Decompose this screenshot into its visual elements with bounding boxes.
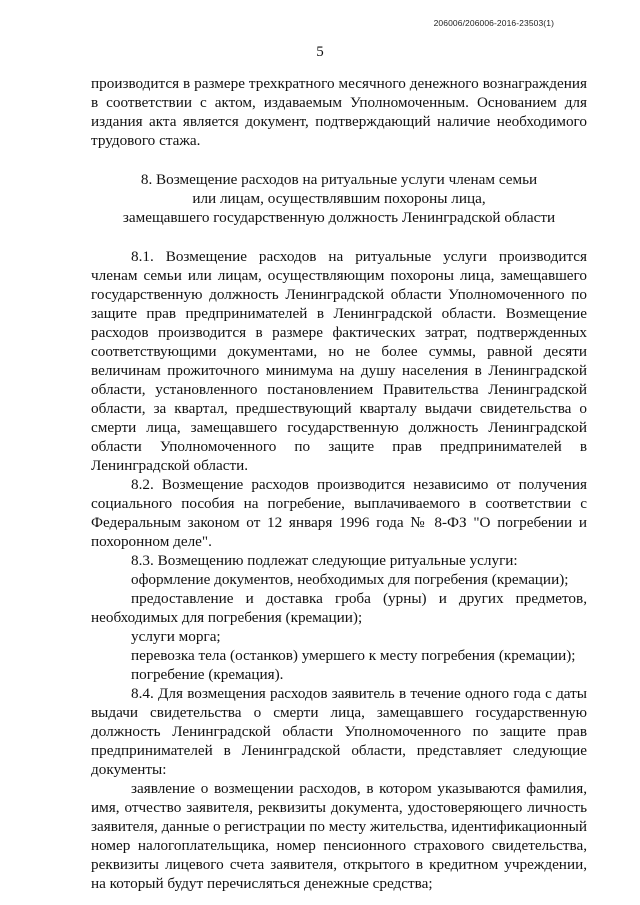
paragraph-8-3: 8.3. Возмещению подлежат следующие ритуальные услуги:	[131, 552, 518, 569]
paragraph-8-1: 8.1. Возмещение расходов на ритуальные услуги производится членам семьи или лицам, осуществляющим похороны лица, замещавшего государственную должность Ленинградской области Уполномоченного по защите прав предпринимателей в Ленинградской области. Возмещение расходов производится в размере фактических затрат, подтвержденных соответствующими документами, но не более суммы, равной десяти величинам прожиточного минимума на душу населения в Ленинградской области, установленного постановлением Правительства Ленинградской области, за квартал, предшествующий кварталу выдачи свидетельства о смерти лица, замещавшего государственную должность Ленинградской области Уполномоченного по защите прав предпринимателей в Ленинградской области.	[91, 248, 587, 474]
intro-paragraph: производится в размере трехкратного месячного денежного вознаграждения в соответствии с актом, издаваемым Уполномоченным. Основанием для издания акта является документ, подтверждающий наличие необходимого трудового стажа.	[91, 75, 587, 149]
list-item-documents: оформление документов, необходимых для погребения (кремации);	[131, 571, 569, 588]
page-number: 5	[316, 44, 324, 60]
section-heading-line-1: 8. Возмещение расходов на ритуальные услуги членам семьи	[140, 171, 538, 188]
paragraph-8-2: 8.2. Возмещение расходов производится независимо от получения социального пособия на погребение, выплачиваемого в соответствии с Федеральным законом от 12 января 1996 года № 8-ФЗ "О погребении и похоронном деле".	[91, 476, 587, 550]
list-item-transport: перевозка тела (останков) умершего к месту погребения (кремации);	[131, 647, 576, 664]
paragraph-8-4: 8.4. Для возмещения расходов заявитель в течение одного года с даты выдачи свидетельства о смерти лица, замещавшего государственную должность Ленинградской области Уполномоченного по защите прав предпринимателей в Ленинградской области, представляет следующие документы:	[91, 685, 587, 778]
section-heading-line-2: или лицам, осуществлявшим похороны лица,	[192, 190, 486, 207]
section-heading-line-3: замещавшего государственную должность Ленинградской области	[122, 209, 556, 226]
document-body	[91, 74, 587, 893]
section-heading	[91, 170, 587, 227]
document-stamp-number: 206006/206006-2016-23503(1)	[433, 18, 554, 28]
list-item-coffin: предоставление и доставка гроба (урны) и других предметов, необходимых для погребения (кремации);	[91, 590, 587, 626]
list-item-application: заявление о возмещении расходов, в котором указываются фамилия, имя, отчество заявителя, реквизиты документа, удостоверяющего личность заявителя, данные о регистрации по месту жительства, идентификационный номер налогоплательщика, номер пенсионного страхового свидетельства, реквизиты лицевого счета заявителя, открытого в кредитном учреждении, на который будут перечисляться денежные средства;	[91, 780, 587, 892]
list-item-burial: погребение (кремация).	[131, 666, 284, 683]
list-item-morgue: услуги морга;	[131, 628, 221, 645]
